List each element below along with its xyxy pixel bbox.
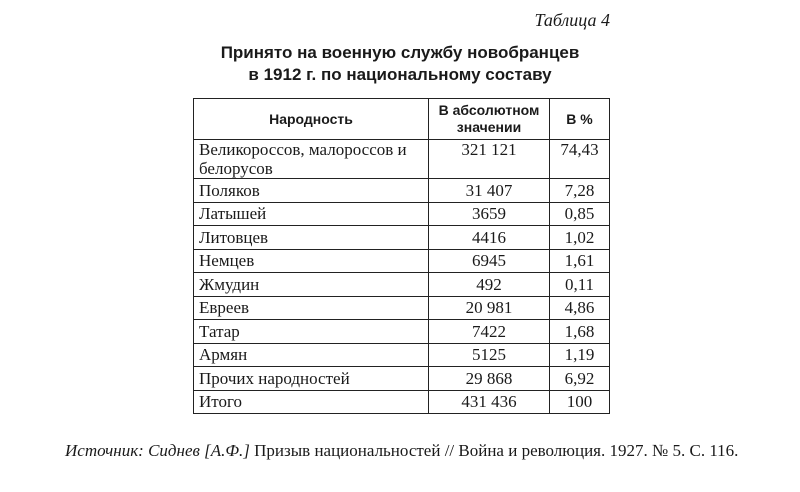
table-row <box>194 296 610 320</box>
row-percent: 74,43 <box>550 140 610 179</box>
table-row <box>194 179 610 203</box>
row-absolute: 6945 <box>429 249 550 273</box>
table-title-line-2: в 1912 г. по национальному составу <box>248 65 552 84</box>
row-percent: 1,19 <box>550 343 610 367</box>
header-percent: В % <box>550 99 610 140</box>
recruits-table <box>193 98 610 414</box>
row-absolute: 29 868 <box>429 367 550 391</box>
header-absolute-line-2: значении <box>456 119 522 135</box>
table-row <box>194 226 610 250</box>
table-row <box>194 367 610 391</box>
row-absolute: 4416 <box>429 226 550 250</box>
row-percent: 0,11 <box>550 273 610 297</box>
row-percent: 1,61 <box>550 249 610 273</box>
row-absolute: 492 <box>429 273 550 297</box>
row-label: Жмудин <box>194 273 429 297</box>
source-citation: Призыв национальностей // Война и революция. 1927. № 5. С. 116. <box>249 441 739 460</box>
row-absolute: 321 121 <box>429 140 550 179</box>
row-percent: 4,86 <box>550 296 610 320</box>
total-percent: 100 <box>550 390 610 414</box>
row-percent: 1,02 <box>550 226 610 250</box>
total-absolute: 431 436 <box>429 390 550 414</box>
row-absolute: 3659 <box>429 202 550 226</box>
table-title <box>0 42 800 86</box>
total-label: Итого <box>194 390 429 414</box>
row-absolute: 31 407 <box>429 179 550 203</box>
table-row <box>194 273 610 297</box>
table-header-row <box>194 99 610 140</box>
table-row <box>194 320 610 344</box>
row-label: Великороссов, малороссов и белорусов <box>194 140 429 179</box>
table-title-line-1: Принято на военную службу новобранцев <box>220 43 580 62</box>
table-total-row <box>194 390 610 414</box>
source-note <box>65 440 765 461</box>
row-label: Прочих народностей <box>194 367 429 391</box>
row-absolute: 20 981 <box>429 296 550 320</box>
header-absolute-line-1: В абсолютном <box>438 102 540 118</box>
table-row <box>194 343 610 367</box>
row-absolute: 5125 <box>429 343 550 367</box>
row-label: Армян <box>194 343 429 367</box>
table-number-label: Таблица 4 <box>534 10 610 30</box>
row-label: Литовцев <box>194 226 429 250</box>
row-percent: 7,28 <box>550 179 610 203</box>
row-label: Татар <box>194 320 429 344</box>
source-author: Источник: Сиднев [А.Ф.] <box>65 441 250 460</box>
row-percent: 0,85 <box>550 202 610 226</box>
row-absolute: 7422 <box>429 320 550 344</box>
row-label: Евреев <box>194 296 429 320</box>
row-percent: 1,68 <box>550 320 610 344</box>
row-percent: 6,92 <box>550 367 610 391</box>
row-label: Немцев <box>194 249 429 273</box>
table-row <box>194 202 610 226</box>
table-row <box>194 140 610 179</box>
header-nationality: Народность <box>194 99 429 140</box>
header-absolute <box>429 99 550 140</box>
row-label: Поляков <box>194 179 429 203</box>
table-row <box>194 249 610 273</box>
row-label: Латышей <box>194 202 429 226</box>
